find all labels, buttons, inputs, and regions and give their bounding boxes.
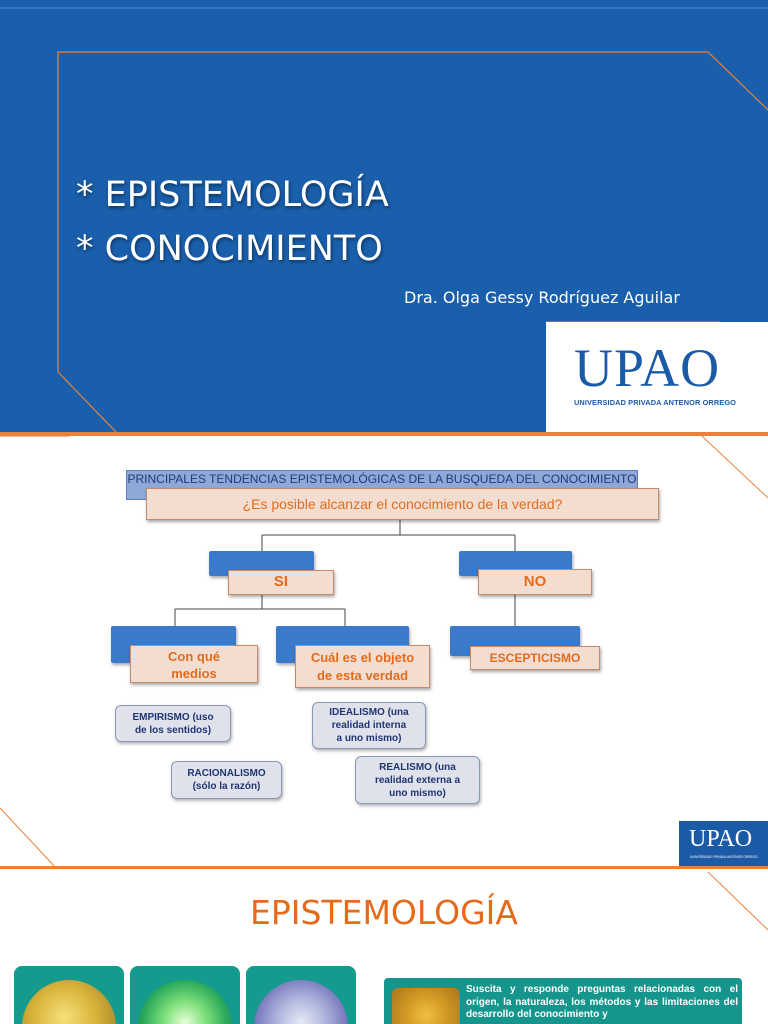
image-tile-brain bbox=[14, 966, 124, 1024]
idealism-line1: IDEALISMO (una bbox=[329, 707, 409, 718]
realism-line1: REALISMO (una bbox=[379, 761, 456, 773]
yes-box: SI bbox=[228, 570, 334, 595]
divider-line-2 bbox=[0, 866, 768, 869]
means-line1: Con qué bbox=[168, 649, 220, 664]
idealism-line2: realidad interna bbox=[331, 720, 407, 731]
slide-title bbox=[76, 168, 389, 276]
no-box: NO bbox=[478, 569, 592, 595]
upao-logo-text: UPAO bbox=[574, 338, 721, 398]
object-box bbox=[295, 645, 430, 688]
empiricism-line1: EMPIRISMO (uso bbox=[132, 711, 214, 723]
idealism-line3: a uno mismo) bbox=[336, 733, 402, 744]
rationalism-line2: (sólo la razón) bbox=[192, 781, 261, 792]
object-line1: Cuál es el objeto bbox=[310, 650, 415, 665]
title-line-epistemologia: * EPISTEMOLOGÍA bbox=[76, 175, 389, 215]
idealism-box bbox=[312, 702, 426, 749]
image-tile-network bbox=[130, 966, 240, 1024]
image-tile-cells bbox=[246, 966, 356, 1024]
cells-image bbox=[254, 980, 348, 1024]
epistemology-slide bbox=[0, 872, 768, 1024]
empiricism-box bbox=[115, 705, 231, 742]
question-box: ¿Es posible alcanzar el conocimiento de la verdad? bbox=[146, 488, 659, 520]
realism-box bbox=[355, 756, 480, 804]
upao-logo-subtitle: UNIVERSIDAD PRIVADA ANTENOR ORREGO bbox=[574, 398, 737, 407]
concept-map-slide bbox=[0, 436, 768, 868]
title-slide bbox=[0, 0, 768, 432]
slide3-heading: EPISTEMOLOGÍA bbox=[250, 893, 518, 932]
rationalism-box bbox=[171, 761, 282, 799]
author-name: Dra. Olga Gessy Rodríguez Aguilar bbox=[404, 288, 680, 307]
realism-line3: uno mismo) bbox=[389, 787, 446, 799]
empiricism-line2: de los sentidos) bbox=[134, 724, 212, 736]
upao-logo-small-text: UPAO bbox=[689, 826, 753, 852]
skepticism-box: ESCEPTICISMO bbox=[470, 646, 600, 670]
network-image bbox=[138, 980, 232, 1024]
upao-logo-small bbox=[679, 821, 768, 868]
upao-logo-small-subtitle: UNIVERSIDAD PRIVADA ANTENOR ORREGO bbox=[690, 855, 758, 859]
title-line-conocimiento: * CONOCIMIENTO bbox=[76, 229, 383, 269]
object-line2: de esta verdad bbox=[316, 668, 409, 683]
means-box bbox=[130, 645, 258, 683]
definition-text: Suscita y responde preguntas relacionadas con el origen, la naturaleza, los métodos y las limitaciones del desarrollo del conocimiento y bbox=[466, 984, 738, 1020]
rationalism-line1: RACIONALISMO bbox=[187, 768, 266, 779]
upao-logo bbox=[546, 322, 768, 432]
means-line2: medios bbox=[171, 666, 217, 681]
definition-box bbox=[384, 978, 742, 1024]
definition-image bbox=[392, 988, 460, 1024]
brain-image bbox=[22, 980, 116, 1024]
realism-line2: realidad externa a bbox=[374, 774, 461, 786]
concept-map-header-text: PRINCIPALES TENDENCIAS EPISTEMOLÓGICAS DE LA BUSQUEDA DEL CONOCIMIENTO bbox=[127, 472, 637, 486]
